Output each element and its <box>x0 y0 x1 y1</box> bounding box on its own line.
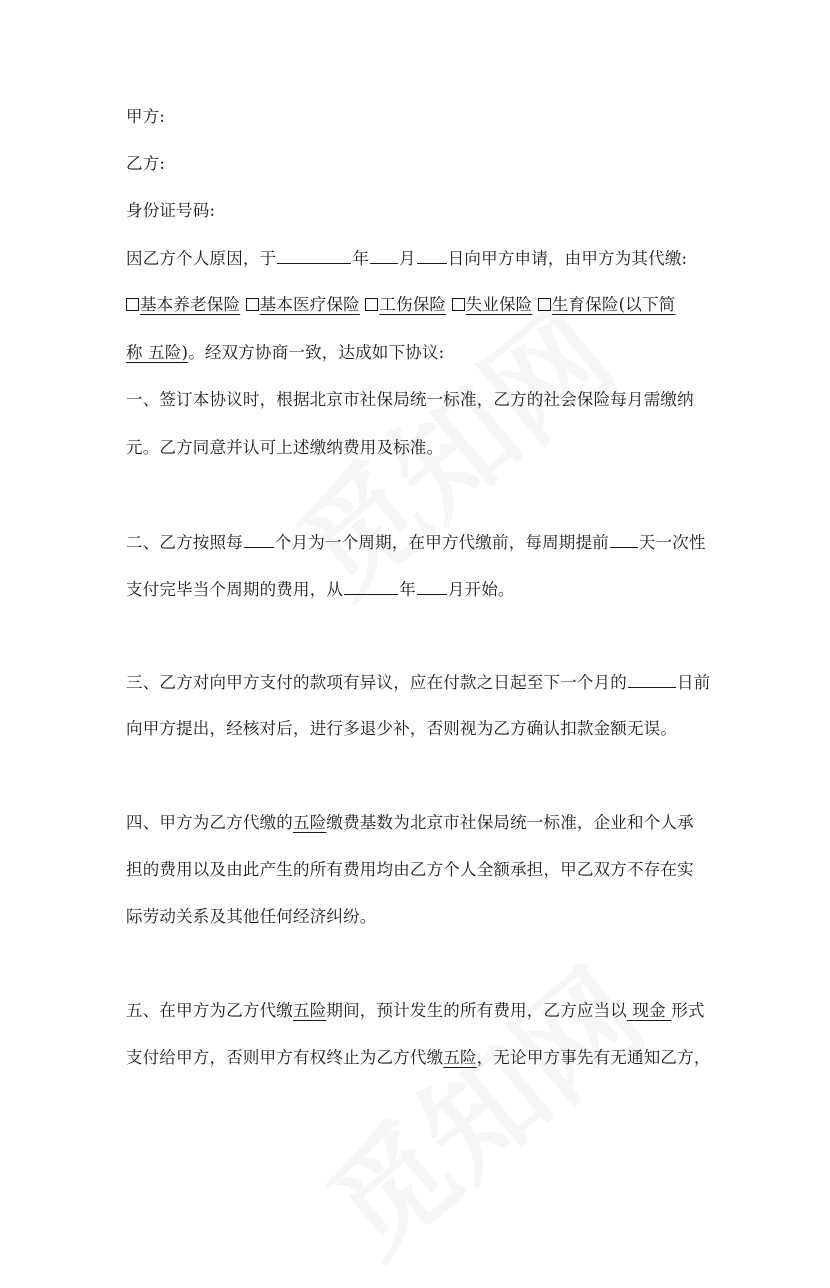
clause-text: 期间，预计发生的所有费用，乙方应当以 <box>326 1001 628 1020</box>
clause-text: 三、乙方对向甲方支付的款项有异议，应在付款之日起至下一个月的 <box>126 673 627 692</box>
insurance-option-pension[interactable]: 基本养老保险 <box>126 295 240 314</box>
clause-text: 缴费基数为北京市社保局统一标准，企业和个人承 <box>326 813 694 832</box>
intro-line-1 <box>126 247 687 270</box>
advance-days-blank[interactable] <box>610 531 638 548</box>
clause-text: 四、甲方为乙方代缴的 <box>126 813 293 832</box>
five-insurances-term: 五险 <box>293 1001 327 1020</box>
clause-1-line-1: 一、签订本协议时，根据北京市社保局统一标准，乙方的社会保险每月需缴纳 <box>126 390 694 409</box>
five-insurances-term: 五险 <box>443 1048 477 1067</box>
start-month-blank[interactable] <box>417 578 447 595</box>
clause-2-line-2 <box>126 578 515 601</box>
clause-text: 五、在甲方为乙方代缴 <box>126 1001 293 1020</box>
party-b-label: 乙方: <box>126 154 166 173</box>
clause-text: 支付给甲方，否则甲方有权终止为乙方代缴 <box>126 1048 444 1067</box>
objection-day-blank[interactable] <box>628 671 676 688</box>
clause-2-line-1 <box>126 531 706 554</box>
checkbox-icon <box>246 298 259 311</box>
period-months-blank[interactable] <box>244 531 274 548</box>
intro-text: 年 <box>352 249 370 268</box>
insurance-option-maternity[interactable]: 生育保险(以下简 <box>538 295 676 314</box>
clause-4-line-1 <box>126 812 694 834</box>
clause-1-line-2: 元。乙方同意并认可上述缴纳费用及标准。 <box>126 438 444 457</box>
intro-text: 。经双方协商一致，达成如下协议: <box>188 343 445 362</box>
party-a-label: 甲方: <box>126 107 166 126</box>
clause-text: 个月为一个周期，在甲方代缴前，每周期提前 <box>274 533 609 552</box>
watermark <box>287 924 673 1287</box>
intro-text: 日向甲方申请，由甲方为其代缴: <box>447 249 688 268</box>
day-blank[interactable] <box>417 247 447 264</box>
intro-text: 月 <box>399 249 416 268</box>
insurance-option-medical[interactable]: 基本医疗保险 <box>246 295 360 314</box>
checkbox-icon <box>365 298 378 311</box>
month-blank[interactable] <box>370 247 398 264</box>
clause-text: 月开始。 <box>447 580 515 599</box>
insurance-option-injury[interactable]: 工伤保险 <box>365 295 446 314</box>
clause-text: 年 <box>399 580 416 599</box>
clause-3-line-2: 向甲方提出，经核对后，进行多退少补，否则视为乙方确认扣款金额无误。 <box>126 719 678 738</box>
clause-4-line-2: 担的费用以及由此产生的所有费用均由乙方个人全额承担，甲乙双方不存在实 <box>126 860 694 879</box>
clause-text: 日前 <box>677 673 711 692</box>
clause-text: 形式 <box>671 1001 705 1020</box>
five-insurances-term: 称 五险) <box>126 343 189 362</box>
year-blank[interactable] <box>277 247 351 264</box>
checkbox-icon <box>538 298 551 311</box>
clause-text: ，无论甲方事先有无通知乙方， <box>476 1048 711 1067</box>
insurance-option-unemployment[interactable]: 失业保险 <box>452 295 533 314</box>
clause-4-line-3: 际劳动关系及其他任何经济纠纷。 <box>126 907 377 926</box>
checkbox-icon <box>452 298 465 311</box>
clause-5-line-2 <box>126 1047 711 1069</box>
five-insurances-term: 五险 <box>293 813 327 832</box>
checkbox-icon <box>126 298 139 311</box>
id-number-label: 身份证号码: <box>126 201 216 220</box>
intro-text: 因乙方个人原因，于 <box>126 249 277 268</box>
start-year-blank[interactable] <box>344 578 398 595</box>
insurance-options <box>126 294 675 316</box>
clause-text: 二、乙方按照每 <box>126 533 243 552</box>
clause-text: 支付完毕当个周期的费用，从 <box>126 580 344 599</box>
clause-3-line-1 <box>126 671 710 694</box>
clause-5-line-1 <box>126 1000 705 1022</box>
clause-text: 天一次性 <box>638 533 706 552</box>
intro-line-3 <box>126 342 444 364</box>
payment-method-cash[interactable]: 现金 <box>627 1001 672 1020</box>
